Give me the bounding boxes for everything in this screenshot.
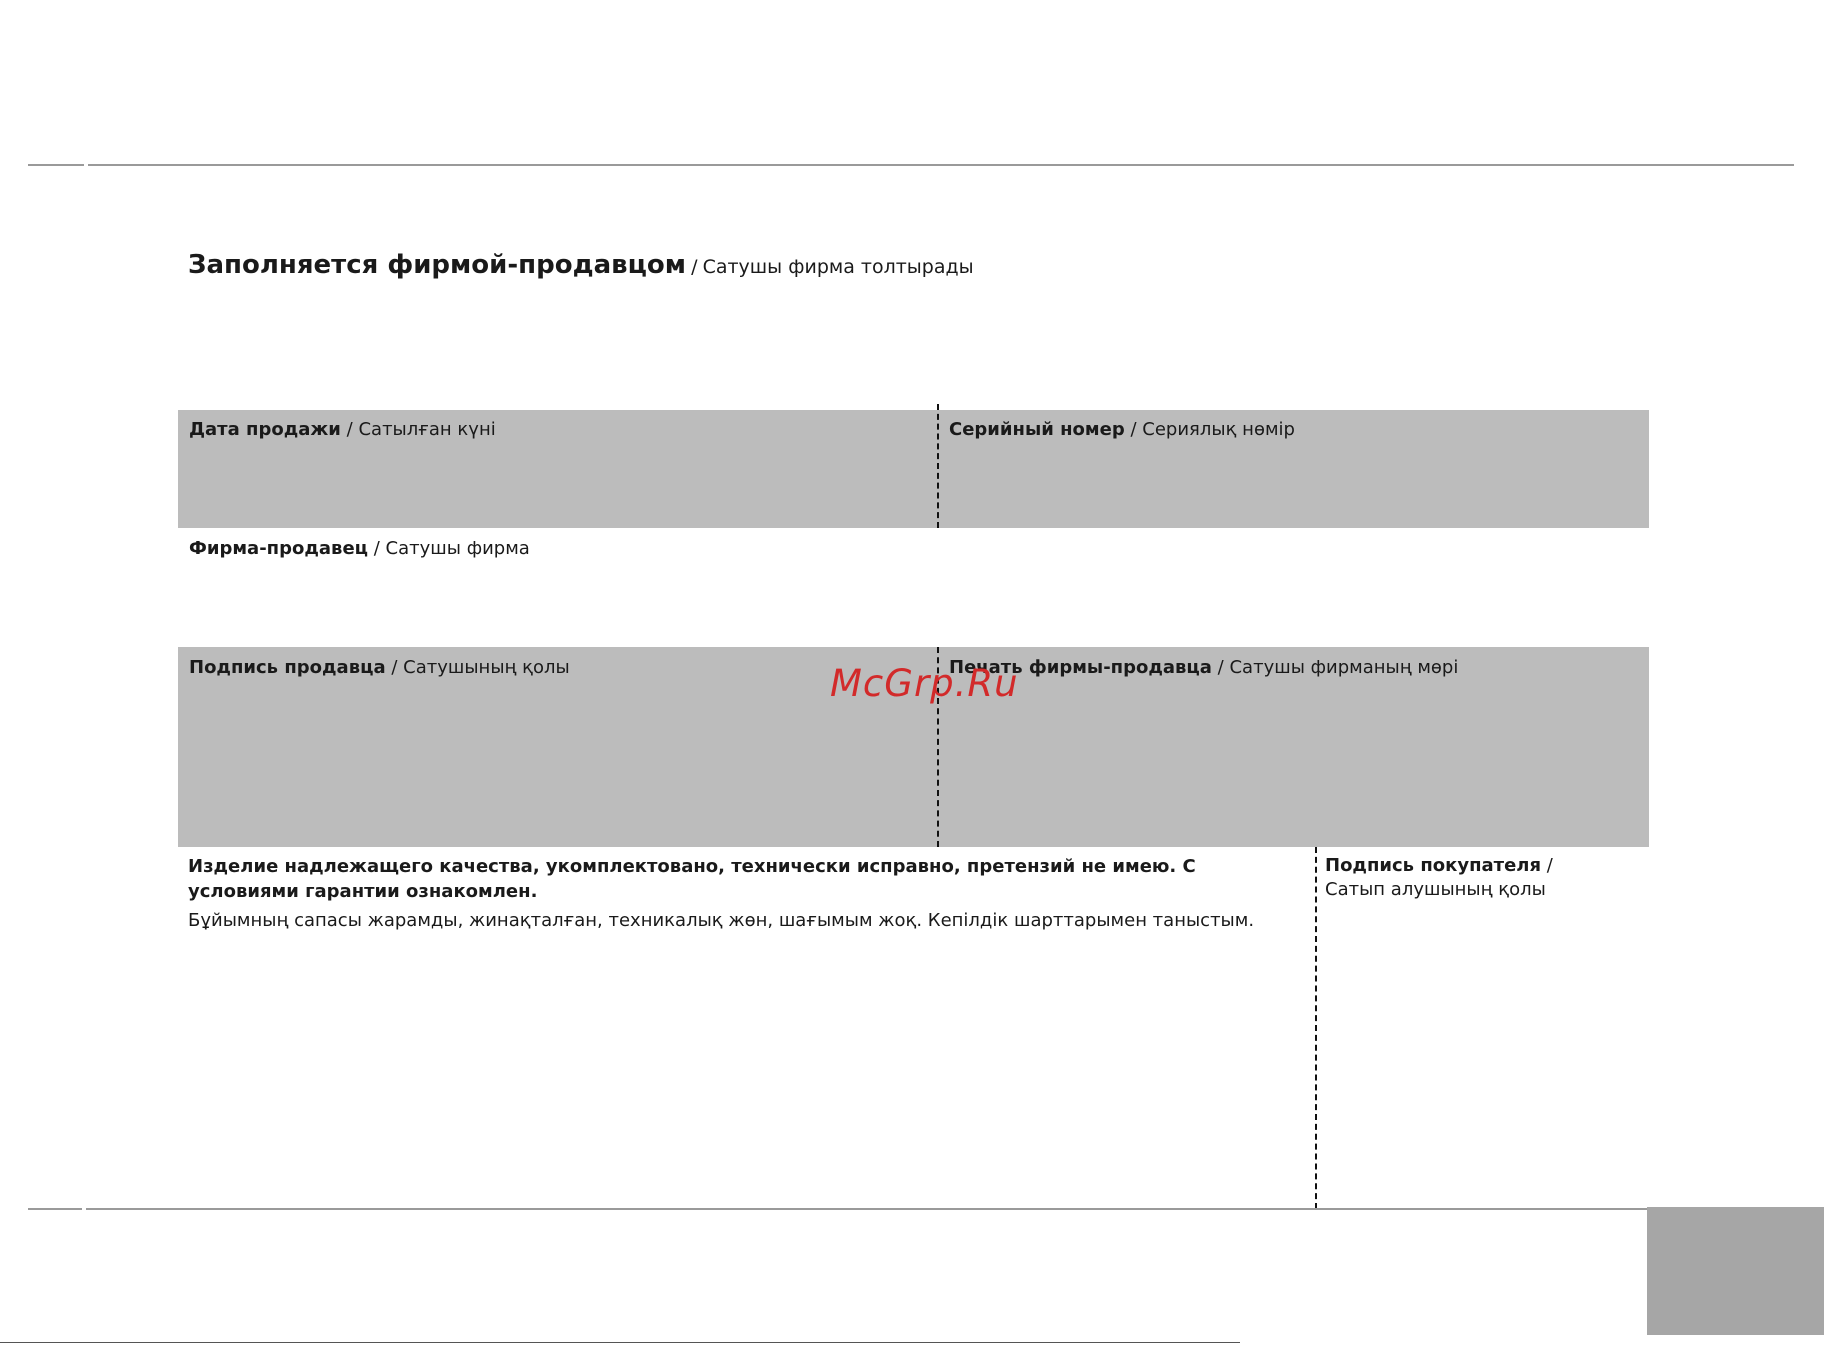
top-rule-long — [88, 164, 1794, 166]
seller-company-label-kz: Сатушы фирма — [385, 538, 530, 559]
buyer-divider — [1315, 847, 1317, 1209]
seller-signature-field[interactable] — [189, 656, 570, 680]
seller-stamp-separator: / — [1217, 657, 1224, 678]
seller-stamp-field[interactable] — [949, 656, 1458, 680]
corner-block — [1647, 1207, 1824, 1335]
buyer-signature-separator: / — [1546, 855, 1553, 876]
page-bottom-rule — [0, 1342, 1240, 1343]
form-heading-separator: / — [691, 256, 698, 278]
bottom-rule-short — [28, 1208, 82, 1210]
serial-number-label-kz: Сериялық нөмір — [1142, 419, 1295, 440]
sale-date-label-ru: Дата продажи — [189, 419, 341, 440]
sale-info-divider — [937, 404, 939, 528]
seller-signature-label-ru: Подпись продавца — [189, 657, 386, 678]
sale-date-label-kz: Сатылған күні — [358, 419, 496, 440]
acceptance-statement — [188, 854, 1298, 933]
form-heading-kz: Сатушы фирма толтырады — [702, 256, 974, 278]
top-rule-short — [28, 164, 84, 166]
buyer-signature-field[interactable] — [1325, 854, 1615, 902]
serial-number-label-ru: Серийный номер — [949, 419, 1125, 440]
form-heading-ru: Заполняется фирмой-продавцом — [188, 250, 686, 280]
bottom-rule-long — [86, 1208, 1649, 1210]
serial-number-separator: / — [1130, 419, 1137, 440]
seller-stamp-label-ru: Печать фирмы-продавца — [949, 657, 1212, 678]
seller-company-separator: / — [373, 538, 380, 559]
seller-signature-label-kz: Сатушының қолы — [403, 657, 570, 678]
form-heading — [188, 250, 974, 280]
acceptance-statement-kz: Бұйымның сапасы жарамды, жинақталған, техникалық жөн, шағымым жоқ. Кепілдік шарттарымен таныстым. — [188, 910, 1255, 931]
serial-number-field[interactable] — [949, 418, 1295, 442]
seller-signature-separator: / — [391, 657, 398, 678]
sale-date-separator: / — [346, 419, 353, 440]
seller-stamp-label-kz: Сатушы фирманың мөрі — [1229, 657, 1459, 678]
buyer-signature-label-kz: Сатып алушының қолы — [1325, 879, 1546, 900]
seller-company-label-ru: Фирма-продавец — [189, 538, 368, 559]
watermark-logo: McGrp.Ru — [830, 662, 1019, 705]
buyer-signature-label-ru: Подпись покупателя — [1325, 855, 1542, 876]
acceptance-statement-ru: Изделие надлежащего качества, укомплектовано, технически исправно, претензий не имею. С условиями гарантии ознакомлен. — [188, 856, 1196, 902]
seller-company-field[interactable] — [189, 537, 530, 561]
sale-date-field[interactable] — [189, 418, 496, 442]
